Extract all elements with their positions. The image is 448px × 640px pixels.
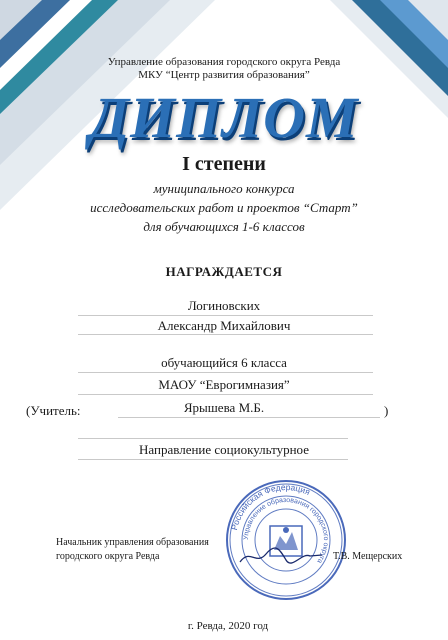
underline bbox=[78, 334, 373, 335]
underline bbox=[78, 394, 373, 395]
recipient-school: МАОУ “Еврогимназия” bbox=[158, 377, 290, 392]
underline bbox=[78, 438, 348, 439]
teacher-prefix: (Учитель: bbox=[26, 403, 81, 418]
stamp-outer-text: Российская Федерация bbox=[229, 481, 312, 532]
contest-line-1: муниципального конкурса bbox=[153, 181, 295, 196]
recipient-grade: обучающийся 6 класса bbox=[161, 355, 287, 370]
underline bbox=[78, 459, 348, 460]
contest-line-2: исследовательских работ и проектов “Старт” bbox=[90, 200, 358, 215]
underline bbox=[78, 372, 373, 373]
signer-position-line-1: Начальник управления образования bbox=[56, 537, 209, 548]
handwritten-signature bbox=[236, 546, 326, 568]
organization-line-1: Управление образования городского округа Ревда bbox=[107, 56, 341, 68]
footer-place-date: г. Ревда, 2020 год bbox=[187, 620, 269, 632]
stamp-inner-text: Управление образования городского округа bbox=[242, 496, 330, 565]
awarded-label: НАГРАЖДАЕТСЯ bbox=[165, 264, 283, 279]
teacher-suffix: ) bbox=[384, 403, 389, 418]
teacher-name: Ярышева М.Б. bbox=[183, 400, 265, 415]
degree-label: I степени bbox=[182, 153, 266, 175]
recipient-name: Александр Михайлович bbox=[157, 318, 291, 333]
recipient-surname: Логиновских bbox=[187, 298, 261, 313]
diploma-title: ДИПЛОМ bbox=[89, 85, 359, 150]
organization-line-2: МКУ “Центр развития образования” bbox=[138, 69, 310, 81]
signer-name: Т.В. Мещерских bbox=[333, 551, 403, 562]
contest-line-3: для обучающихся 1-6 классов bbox=[143, 219, 305, 234]
direction-label: Направление социокультурное bbox=[139, 442, 309, 457]
official-stamp bbox=[224, 478, 348, 602]
underline bbox=[78, 315, 373, 316]
signer-position-line-2: городского округа Ревда bbox=[56, 551, 160, 562]
underline bbox=[118, 417, 380, 418]
